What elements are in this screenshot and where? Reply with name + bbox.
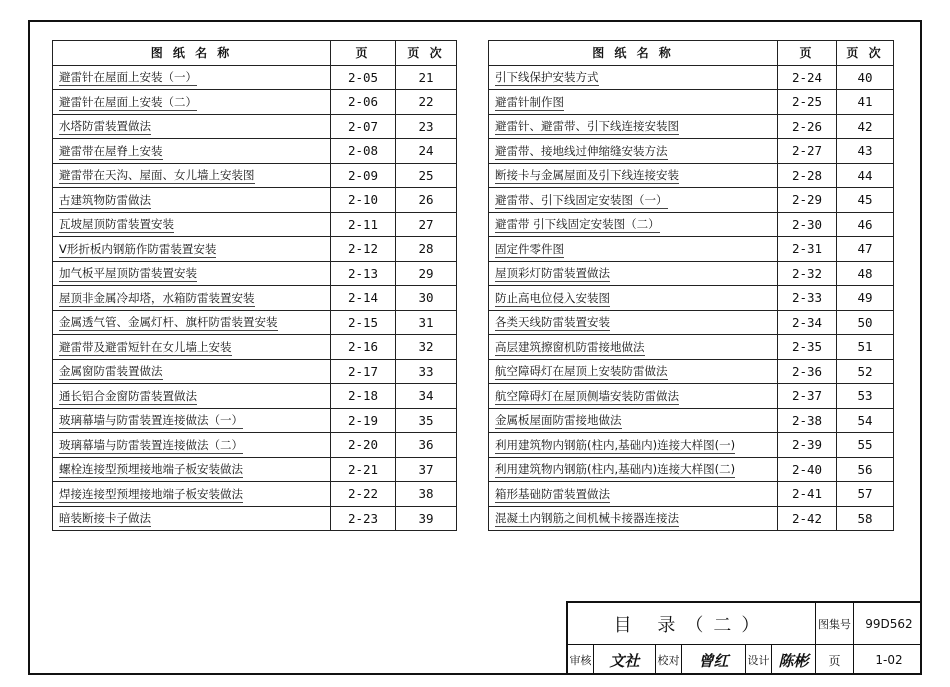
sheet-seq: 48: [837, 261, 894, 286]
drawing-name-cell: [489, 139, 778, 164]
sheet-seq: 32: [396, 335, 457, 360]
page-ref: 2-39: [778, 433, 837, 458]
drawing-name-cell: [489, 384, 778, 409]
page-ref: 2-12: [331, 237, 396, 262]
sheet-seq: 36: [396, 433, 457, 458]
drawing-name-cell: [53, 212, 331, 237]
drawing-name: 金属窗防雷装置做法: [59, 364, 163, 379]
page-ref: 2-28: [778, 163, 837, 188]
sheet-seq: 43: [837, 139, 894, 164]
page-ref: 2-34: [778, 310, 837, 335]
drawing-name: 避雷带 引下线固定安装图（二）: [495, 217, 660, 232]
drawing-name-cell: [53, 433, 331, 458]
page-ref: 2-10: [331, 188, 396, 213]
page-ref: 2-13: [331, 261, 396, 286]
sheet-seq: 33: [396, 359, 457, 384]
drawing-name: 高层建筑擦窗机防雷接地做法: [495, 339, 645, 354]
header-page: 页: [331, 41, 396, 66]
drawing-name-cell: [489, 65, 778, 90]
drawing-name-cell: [489, 359, 778, 384]
sheet-seq: 21: [396, 65, 457, 90]
table-row: [489, 139, 894, 164]
page-ref: 2-37: [778, 384, 837, 409]
drawing-name-cell: [489, 335, 778, 360]
table-row: [489, 408, 894, 433]
page-ref: 2-15: [331, 310, 396, 335]
sheet-seq: 28: [396, 237, 457, 262]
table-row: [489, 90, 894, 115]
drawing-name: 玻璃幕墙与防雷装置连接做法（二）: [59, 437, 243, 452]
drawing-name: 防止高电位侵入安装图: [495, 290, 610, 305]
drawing-name: 各类天线防雷装置安装: [495, 315, 610, 330]
page-ref: 2-23: [331, 506, 396, 531]
page-ref: 2-30: [778, 212, 837, 237]
sheet-seq: 23: [396, 114, 457, 139]
sheet-seq: 26: [396, 188, 457, 213]
drawing-name: 避雷带在天沟、屋面、女儿墙上安装图: [59, 168, 255, 183]
page-ref: 2-22: [331, 482, 396, 507]
page-ref: 2-38: [778, 408, 837, 433]
table-row: [53, 359, 457, 384]
page-ref: 2-05: [331, 65, 396, 90]
sheet-seq: 29: [396, 261, 457, 286]
sheet-seq: 46: [837, 212, 894, 237]
sheet-seq: 24: [396, 139, 457, 164]
table-row: [53, 433, 457, 458]
table-header: [489, 41, 894, 66]
drawing-name-cell: [489, 237, 778, 262]
page-ref: 2-21: [331, 457, 396, 482]
header-seq: 页 次: [837, 41, 894, 66]
page-ref: 2-41: [778, 482, 837, 507]
drawing-name-cell: [53, 482, 331, 507]
sheet-seq: 57: [837, 482, 894, 507]
drawing-name-cell: [53, 237, 331, 262]
page-number: 1-02: [875, 653, 903, 667]
contents-table-left: [52, 40, 457, 531]
drawing-name: 断接卡与金属屋面及引下线连接安装: [495, 168, 679, 183]
page-ref: 2-14: [331, 286, 396, 311]
drawing-name: 航空障碍灯在屋顶上安装防雷做法: [495, 364, 668, 379]
sheet-seq: 25: [396, 163, 457, 188]
table-row: [53, 286, 457, 311]
drawing-name-cell: [53, 90, 331, 115]
page-ref: 2-07: [331, 114, 396, 139]
sheet-seq: 37: [396, 457, 457, 482]
page-ref: 2-29: [778, 188, 837, 213]
design-signature: 陈彬: [778, 651, 809, 670]
drawing-name-cell: [489, 114, 778, 139]
drawing-name-cell: [489, 433, 778, 458]
drawing-name: 加气板平屋顶防雷装置安装: [59, 266, 197, 281]
review-label: 审核: [569, 654, 592, 667]
table-row: [489, 237, 894, 262]
table-header: [53, 41, 457, 66]
table-row: [53, 163, 457, 188]
drawing-name: 避雷带、接地线过伸缩缝安装方法: [495, 143, 668, 158]
drawing-name: 金属透气管、金属灯杆、旗杆防雷装置安装: [59, 315, 278, 330]
atlas-number: 99D562: [865, 616, 913, 631]
table-row: [489, 384, 894, 409]
drawing-name-cell: [489, 482, 778, 507]
drawing-name: 避雷针、避雷带、引下线连接安装图: [495, 119, 679, 134]
check-label: 校对: [657, 654, 680, 667]
drawing-name: 利用建筑物内钢筋(柱内,基础内)连接大样图(二): [495, 462, 736, 477]
drawing-name: 引下线保护安装方式: [495, 70, 599, 85]
page-ref: 2-24: [778, 65, 837, 90]
drawing-name-cell: [53, 408, 331, 433]
table-row: [489, 310, 894, 335]
table-row: [489, 359, 894, 384]
sheet-seq: 41: [837, 90, 894, 115]
page-ref: 2-42: [778, 506, 837, 531]
table-row: [53, 457, 457, 482]
page-ref: 2-06: [331, 90, 396, 115]
page-ref: 2-26: [778, 114, 837, 139]
sheet-seq: 51: [837, 335, 894, 360]
page-ref: 2-27: [778, 139, 837, 164]
page-label: 页: [828, 653, 841, 668]
page-ref: 2-18: [331, 384, 396, 409]
check-signature: 曾红: [698, 651, 729, 670]
drawing-name-cell: [489, 261, 778, 286]
drawing-name: 水塔防雷装置做法: [59, 119, 151, 134]
contents-table-right: [488, 40, 894, 531]
sheet-seq: 52: [837, 359, 894, 384]
table-row: [53, 335, 457, 360]
table-row: [53, 212, 457, 237]
drawing-name: 避雷带、引下线固定安装图（一）: [495, 192, 668, 207]
drawing-name-cell: [489, 286, 778, 311]
table-row: [53, 506, 457, 531]
drawing-name-cell: [53, 65, 331, 90]
sheet-seq: 47: [837, 237, 894, 262]
drawing-name-cell: [53, 114, 331, 139]
page-ref: 2-17: [331, 359, 396, 384]
drawing-name: 避雷针在屋面上安装（二）: [59, 94, 197, 109]
drawing-name-cell: [53, 384, 331, 409]
drawing-name: 瓦坡屋顶防雷装置安装: [59, 217, 174, 232]
drawing-name-cell: [489, 310, 778, 335]
page-ref: 2-09: [331, 163, 396, 188]
table-row: [53, 310, 457, 335]
drawing-name-cell: [53, 310, 331, 335]
header-page: 页: [778, 41, 837, 66]
table-row: [489, 212, 894, 237]
sheet-seq: 53: [837, 384, 894, 409]
design-label: 设计: [747, 654, 770, 667]
drawing-name: 玻璃幕墙与防雷装置连接做法（一）: [59, 413, 243, 428]
sheet-seq: 22: [396, 90, 457, 115]
sheet-seq: 42: [837, 114, 894, 139]
drawing-name-cell: [489, 212, 778, 237]
drawing-name: 箱形基础防雷装置做法: [495, 486, 610, 501]
table-row: [53, 139, 457, 164]
drawing-name-cell: [489, 188, 778, 213]
sheet-seq: 30: [396, 286, 457, 311]
drawing-name-cell: [489, 163, 778, 188]
page-ref: 2-40: [778, 457, 837, 482]
drawing-name: 金属板屋面防雷接地做法: [495, 413, 622, 428]
drawing-name-cell: [53, 457, 331, 482]
table-row: [489, 433, 894, 458]
drawing-name-cell: [53, 163, 331, 188]
table-row: [53, 237, 457, 262]
sheet-seq: 40: [837, 65, 894, 90]
table-row: [489, 114, 894, 139]
page-ref: 2-35: [778, 335, 837, 360]
page-ref: 2-08: [331, 139, 396, 164]
title-block: [566, 601, 922, 675]
sheet-seq: 49: [837, 286, 894, 311]
table-row: [489, 65, 894, 90]
drawing-name-cell: [53, 139, 331, 164]
sheet-seq: 54: [837, 408, 894, 433]
drawing-name: 避雷针在屋面上安装（一）: [59, 70, 197, 85]
page-ref: 2-33: [778, 286, 837, 311]
drawing-name-cell: [53, 359, 331, 384]
sheet-seq: 45: [837, 188, 894, 213]
drawing-name: 暗装断接卡子做法: [59, 511, 151, 526]
drawing-name: 避雷针制作图: [495, 94, 564, 109]
table-row: [53, 482, 457, 507]
table-row: [489, 482, 894, 507]
drawing-name-cell: [53, 335, 331, 360]
table-row: [53, 408, 457, 433]
page-ref: 2-20: [331, 433, 396, 458]
table-row: [489, 163, 894, 188]
review-signature: 文社: [609, 651, 640, 670]
page-ref: 2-31: [778, 237, 837, 262]
drawing-name-cell: [53, 506, 331, 531]
drawing-name-cell: [489, 408, 778, 433]
header-name: 图 纸 名 称: [53, 41, 331, 66]
drawing-name: 古建筑物防雷做法: [59, 192, 151, 207]
table-row: [53, 90, 457, 115]
page-ref: 2-19: [331, 408, 396, 433]
table-row: [489, 506, 894, 531]
table-row: [489, 335, 894, 360]
page-ref: 2-32: [778, 261, 837, 286]
drawing-name: 避雷带在屋脊上安装: [59, 143, 163, 158]
sheet-seq: 44: [837, 163, 894, 188]
drawing-name: 通长铝合金窗防雷装置做法: [59, 388, 197, 403]
sheet-seq: 56: [837, 457, 894, 482]
drawing-name: 屋顶彩灯防雷装置做法: [495, 266, 610, 281]
table-row: [489, 457, 894, 482]
sheet-seq: 50: [837, 310, 894, 335]
drawing-name-cell: [53, 188, 331, 213]
table-row: [53, 65, 457, 90]
page-ref: 2-25: [778, 90, 837, 115]
drawing-name: 混凝土内钢筋之间机械卡接器连接法: [495, 511, 679, 526]
table-row: [53, 261, 457, 286]
header-name: 图 纸 名 称: [489, 41, 778, 66]
drawing-name-cell: [489, 457, 778, 482]
drawing-name: 航空障碍灯在屋顶侧墙安装防雷做法: [495, 388, 679, 403]
page-ref: 2-36: [778, 359, 837, 384]
sheet-seq: 31: [396, 310, 457, 335]
drawing-name: 螺栓连接型预埋接地端子板安装做法: [59, 462, 243, 477]
drawing-name-cell: [53, 261, 331, 286]
page-ref: 2-16: [331, 335, 396, 360]
table-row: [53, 114, 457, 139]
table-row: [489, 188, 894, 213]
drawing-name: 焊接连接型预埋接地端子板安装做法: [59, 486, 243, 501]
drawing-name-cell: [489, 90, 778, 115]
drawing-name: 利用建筑物内钢筋(柱内,基础内)连接大样图(一): [495, 437, 736, 452]
sheet-seq: 34: [396, 384, 457, 409]
sheet-seq: 55: [837, 433, 894, 458]
sheet-title: 目 录（二）: [613, 614, 770, 636]
atlas-number-label: 图集号: [818, 617, 851, 631]
drawing-name: 避雷带及避雷短针在女儿墙上安装: [59, 339, 232, 354]
sheet-seq: 39: [396, 506, 457, 531]
drawing-name-cell: [53, 286, 331, 311]
table-row: [489, 286, 894, 311]
sheet-seq: 58: [837, 506, 894, 531]
sheet-seq: 27: [396, 212, 457, 237]
drawing-name: 固定件零件图: [495, 241, 564, 256]
drawing-name: V形折板内钢筋作防雷装置安装: [59, 241, 217, 256]
header-seq: 页 次: [396, 41, 457, 66]
sheet-seq: 35: [396, 408, 457, 433]
drawing-name: 屋顶非金属冷却塔，水箱防雷装置安装: [59, 290, 255, 305]
page-ref: 2-11: [331, 212, 396, 237]
table-row: [53, 188, 457, 213]
table-row: [53, 384, 457, 409]
table-row: [489, 261, 894, 286]
sheet-seq: 38: [396, 482, 457, 507]
drawing-name-cell: [489, 506, 778, 531]
